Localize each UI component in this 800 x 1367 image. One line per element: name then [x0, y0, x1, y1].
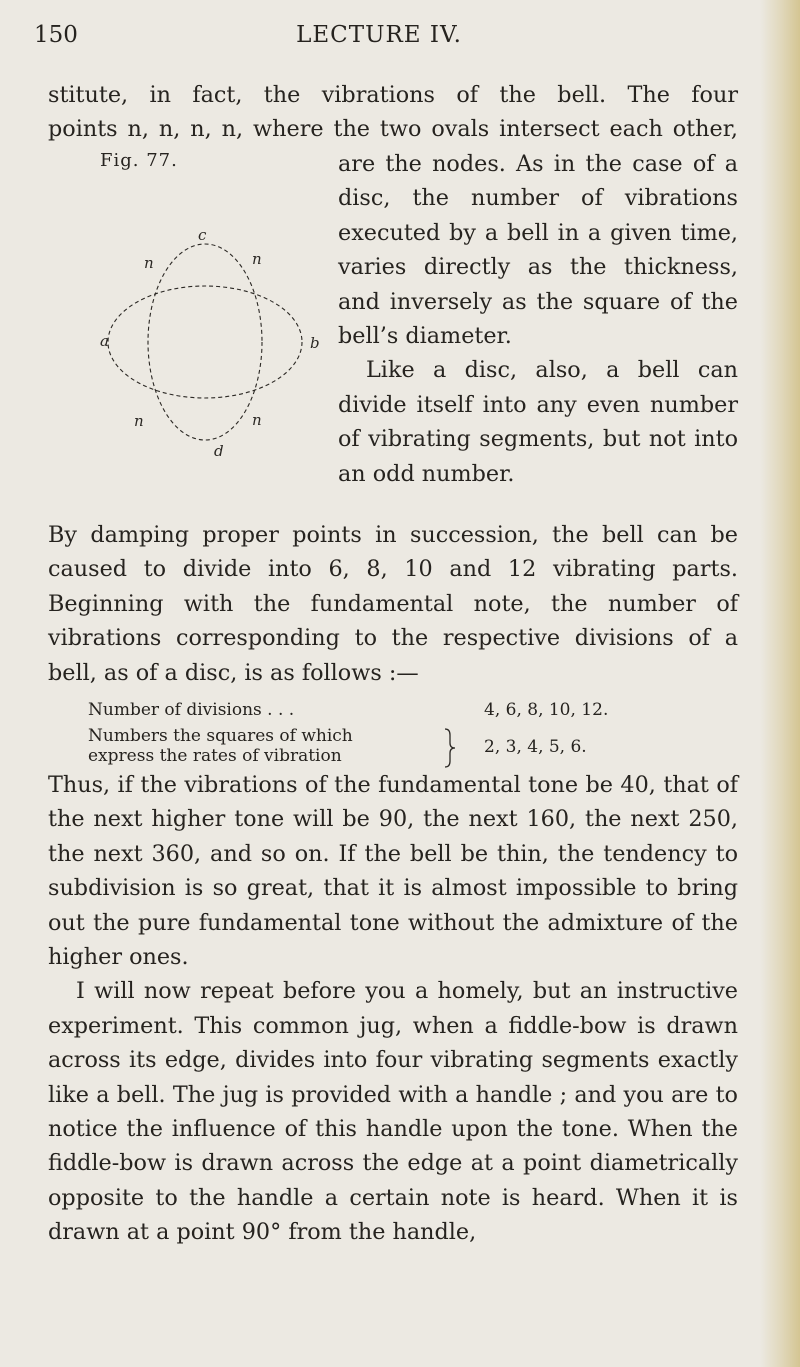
- page-number: 150: [34, 22, 78, 48]
- page-edge-shading: [760, 0, 800, 1367]
- table-row-values: 2, 3, 4, 5, 6.: [484, 737, 587, 757]
- table-row-label-line-2: express the rates of vibration: [88, 746, 342, 766]
- label-d: d: [214, 442, 224, 460]
- label-n-bottom-right: n: [252, 411, 262, 429]
- label-c: c: [198, 226, 207, 244]
- bell-oval-diagram: [100, 150, 320, 478]
- closing-paragraphs: [48, 768, 738, 1250]
- intro-line-2: points n, n, n, n, where the two ovals intersect each other,: [48, 116, 738, 143]
- label-n-bottom-left: n: [134, 412, 144, 430]
- jug-experiment-paragraph: I will now repeat before you a homely, but an instructive experiment. This common jug, when a fiddle-bow is drawn across its edge, divides into four vibrating segments exactly like a bell. The jug is provided with a handle ; and you are to notice the influence of this handle upon the tone. When the fiddle-bow is drawn across the edge at a point diametrically opposite to the handle a certain note is heard. When it is drawn at a point 90° from the handle,: [48, 978, 738, 1246]
- page-header: [34, 22, 724, 56]
- label-n-top-right: n: [252, 250, 262, 268]
- main-paragraph-block: [48, 518, 738, 690]
- right-brace-icon: [443, 728, 457, 768]
- table-row-label: Number of divisions . . .: [88, 700, 295, 720]
- fundamental-tone-paragraph: Thus, if the vibrations of the fundamental tone be 40, that of the next higher tone will be 90, the next 160, the next 250, the next 360, and so on. If the bell be thin, the tendency to subdivision is so great, that it is almost impossible to bring out the pure fundamental tone without the admixture of the higher ones.: [48, 772, 738, 971]
- intro-lines: [48, 78, 738, 147]
- damping-paragraph: By damping proper points in succession, the bell can be caused to divide into 6, 8, 10 and 12 vibrating parts. Beginning with the fundamental note, the number of vibrations corresponding to the respective divisions of a bell, as of a disc, is as follows :—: [48, 522, 738, 686]
- label-b: b: [310, 334, 320, 352]
- oval-vertical: [148, 244, 262, 440]
- nodes-paragraph: are the nodes. As in the case of a disc, the number of vibrations executed by a bell in a given time, varies directly as the thickness, and inversely as the square of the bell’s diameter.: [338, 151, 738, 350]
- figure-caption: Fig. 77.: [100, 150, 178, 171]
- label-n-top-left: n: [144, 254, 154, 272]
- figure-77: [100, 150, 320, 478]
- intro-line-1: stitute, in fact, the vibrations of the bell. The four: [48, 82, 738, 108]
- table-row-values: 4, 6, 8, 10, 12.: [484, 700, 609, 720]
- running-title: LECTURE IV.: [296, 22, 462, 48]
- table-row-label-line-1: Numbers the squares of which: [88, 726, 353, 746]
- wrapped-text-column: [338, 147, 738, 491]
- oval-horizontal: [108, 286, 302, 398]
- segments-paragraph: Like a disc, also, a bell can divide itself into any even number of vibrating segments, but not into an odd number.: [338, 357, 738, 487]
- label-a: a: [100, 332, 109, 350]
